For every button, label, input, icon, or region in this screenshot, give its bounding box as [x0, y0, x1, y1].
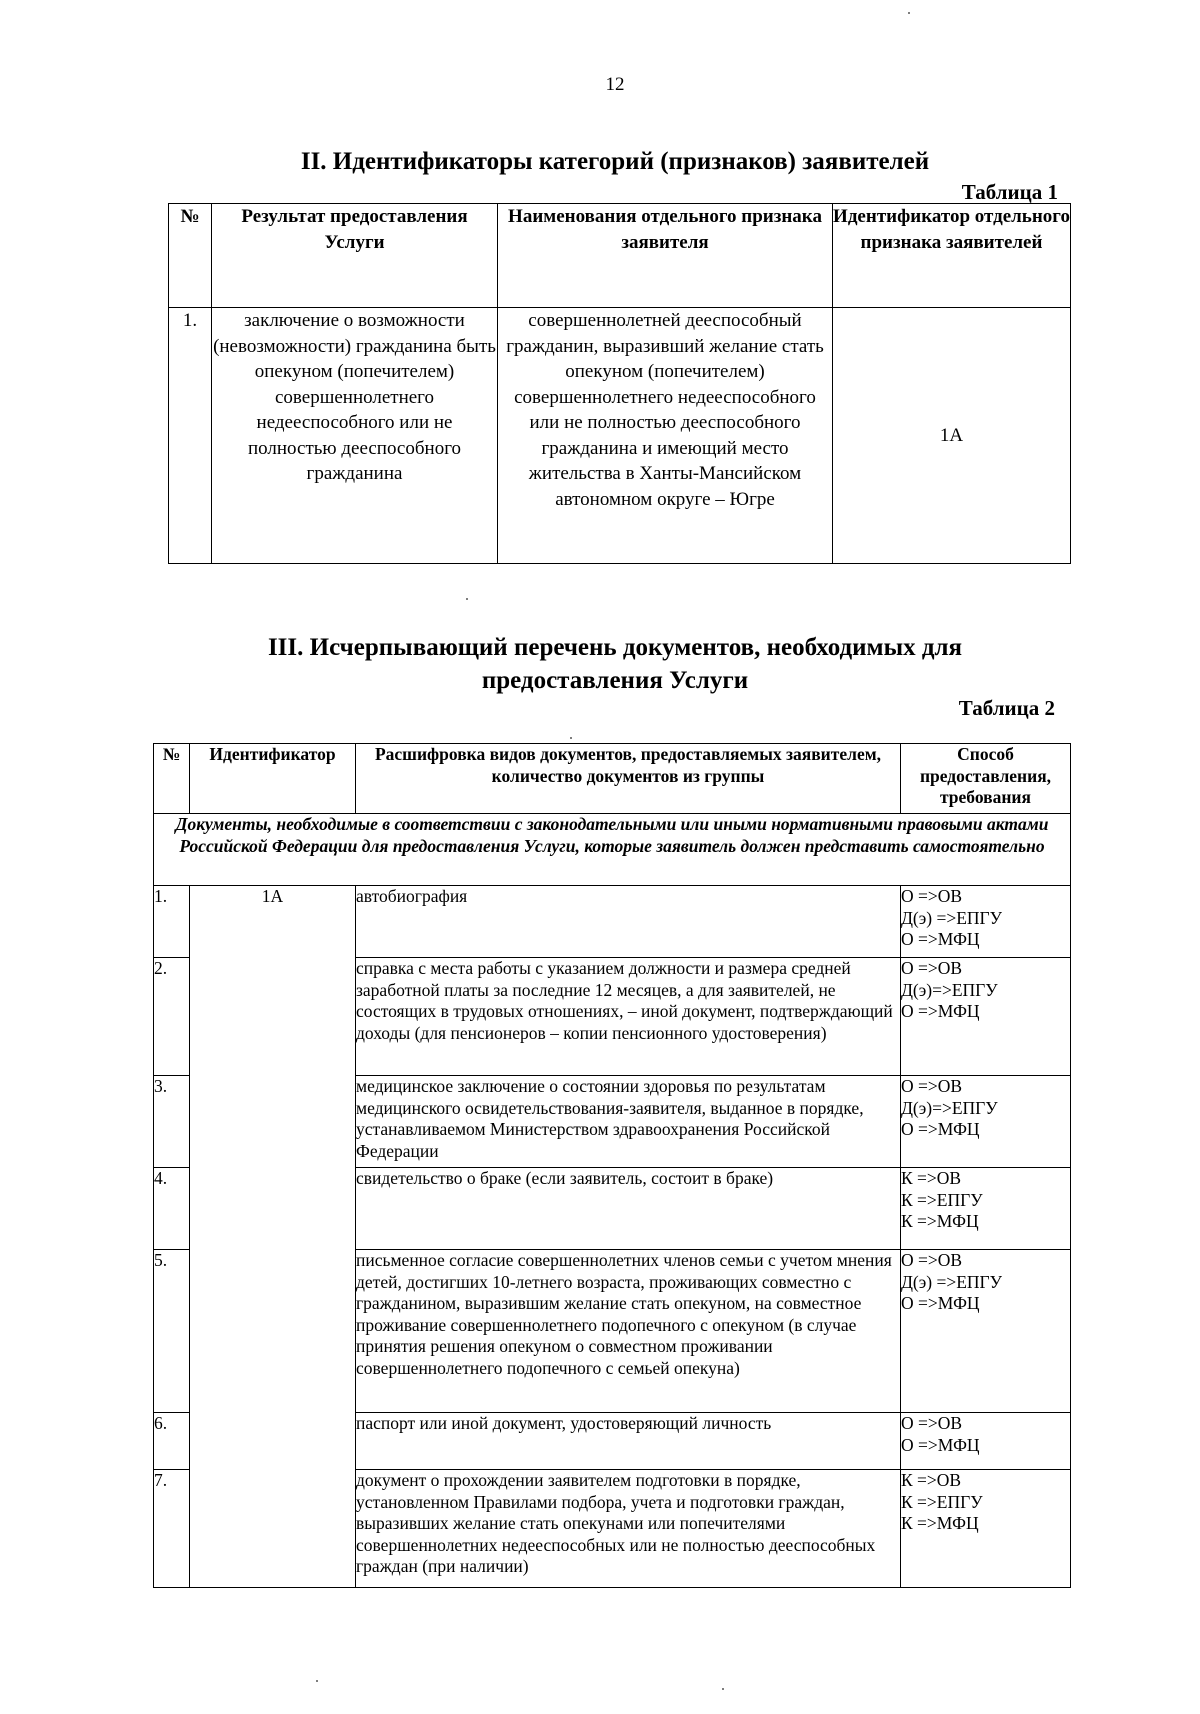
method-item: К =>ЕПГУ — [901, 1491, 983, 1512]
table-row — [169, 308, 1071, 564]
t1-row-feature: совершеннолетней дееспособный гражданин, выразивший желание стать опекуном (попечителем) совершеннолетнего недееспособного или не полностью дееспособного гражданина и имеющий место жительства в Ханты-Мансийском автономном округе – Югре — [498, 308, 833, 564]
row-methods — [901, 1470, 1071, 1588]
row-num: 3. — [154, 1076, 190, 1168]
t1-header-feature: Наименования отдельного признака заявителя — [498, 204, 833, 308]
table-1-header-row — [169, 204, 1071, 308]
t1-row-num: 1. — [169, 308, 212, 564]
table-row — [154, 886, 1071, 958]
section-3-title-line1: III. Исчерпывающий перечень документов, необходимых для — [267, 634, 963, 661]
t1-header-num: № — [169, 204, 212, 308]
row-methods — [901, 1168, 1071, 1250]
row-identifier: 1А — [190, 886, 356, 1588]
page-number: 12 — [605, 74, 625, 95]
method-item: О =>ОВ — [901, 1413, 963, 1433]
row-methods — [901, 958, 1071, 1076]
t2-header-identifier: Идентификатор — [190, 744, 356, 814]
scan-speck — [316, 1680, 318, 1682]
row-num: 4. — [154, 1168, 190, 1250]
row-methods — [901, 1076, 1071, 1168]
table-2-header-row — [154, 744, 1071, 814]
table-2-caption: Таблица 2 — [958, 696, 1055, 720]
t2-header-num: № — [154, 744, 190, 814]
scan-speck — [722, 1688, 724, 1690]
t1-row-identifier: 1А — [833, 308, 1071, 564]
row-doc: медицинское заключение о состоянии здоровья по результатам медицинского освидетельствования-заявителя, выданное в порядке, устанавливаемом Министерством здравоохранения Российской Федерации — [356, 1076, 901, 1168]
row-num: 2. — [154, 958, 190, 1076]
method-item: О =>МФЦ — [901, 929, 980, 949]
row-doc: автобиография — [356, 886, 901, 958]
row-num: 7. — [154, 1470, 190, 1588]
row-doc: письменное согласие совершеннолетних членов семьи с учетом мнения детей, достигших 10-летнего возраста, проживающих совместно с гражданином, выразившим желание стать опекуном, на совместное проживание совершеннолетнего подопечного с опекуном (в случае принятия решения опекуном о совместном проживании совершеннолетнего подопечного с семьей опекуна) — [356, 1250, 901, 1413]
row-num: 5. — [154, 1250, 190, 1413]
method-item: Д(э)=>ЕПГУ — [901, 979, 998, 1000]
method-item: К =>МФЦ — [901, 1513, 979, 1533]
scan-speck — [570, 737, 572, 739]
method-item: К =>ОВ — [901, 1168, 962, 1188]
method-item: О =>ОВ — [901, 958, 963, 978]
section-2-title: II. Идентификаторы категорий (признаков) заявителей — [300, 148, 930, 175]
method-item: Д(э)=>ЕПГУ — [901, 1097, 998, 1118]
method-item: О =>ОВ — [901, 886, 963, 906]
method-item: О =>МФЦ — [901, 1001, 980, 1021]
method-item: О =>МФЦ — [901, 1434, 980, 1455]
method-item: К =>ЕПГУ — [901, 1189, 983, 1210]
method-item: О =>МФЦ — [901, 1119, 980, 1139]
scan-speck — [908, 12, 910, 14]
method-item: К =>ОВ — [901, 1470, 962, 1490]
method-item: Д(э) =>ЕПГУ — [901, 907, 1003, 928]
t1-header-identifier: Идентификатор отдельного признака заявителей — [833, 204, 1071, 308]
row-doc: документ о прохождении заявителем подготовки в порядке, установленном Правилами подбора, учета и подготовки граждан, выразивших желание стать опекунами или попечителями совершеннолетних недееспособных или не полностью дееспособных граждан (при наличии) — [356, 1470, 901, 1588]
table-2 — [153, 743, 1071, 1588]
row-methods — [901, 1250, 1071, 1413]
row-num: 6. — [154, 1413, 190, 1470]
row-doc: свидетельство о браке (если заявитель, состоит в браке) — [356, 1168, 901, 1250]
table-1-caption: Таблица 1 — [961, 180, 1058, 204]
row-methods — [901, 1413, 1071, 1470]
t2-header-method: Способ предоставления, требования — [901, 744, 1071, 814]
method-item: О =>ОВ — [901, 1076, 963, 1096]
row-doc: справка с места работы с указанием должности и размера средней заработной платы за последние 12 месяцев, а для заявителей, не состоящих в трудовых отношениях, – иной документ, подтверждающий доходы (для пенсионеров – копии пенсионного удостоверения) — [356, 958, 901, 1076]
group-title: Документы, необходимые в соответствии с законодательными или иными нормативными правовыми актами Российской Федерации для предоставления Услуги, которые заявитель должен представить самостоятельно — [154, 814, 1071, 886]
scan-speck — [466, 598, 468, 600]
method-item: Д(э) =>ЕПГУ — [901, 1271, 1003, 1292]
row-methods — [901, 886, 1071, 958]
row-num: 1. — [154, 886, 190, 958]
t1-header-result: Результат предоставления Услуги — [212, 204, 498, 308]
group-row — [154, 814, 1071, 886]
section-3-title-line2: предоставления Услуги — [481, 667, 749, 694]
method-item: К =>МФЦ — [901, 1211, 979, 1231]
row-doc: паспорт или иной документ, удостоверяющий личность — [356, 1413, 901, 1470]
method-item: О =>ОВ — [901, 1250, 963, 1270]
method-item: О =>МФЦ — [901, 1293, 980, 1313]
table-1 — [168, 203, 1071, 564]
t2-header-doc: Расшифровка видов документов, предоставляемых заявителем, количество документов из группы — [356, 744, 901, 814]
t1-row-result: заключение о возможности (невозможности) гражданина быть опекуном (попечителем) совершеннолетнего недееспособного или не полностью дееспособного гражданина — [212, 308, 498, 564]
